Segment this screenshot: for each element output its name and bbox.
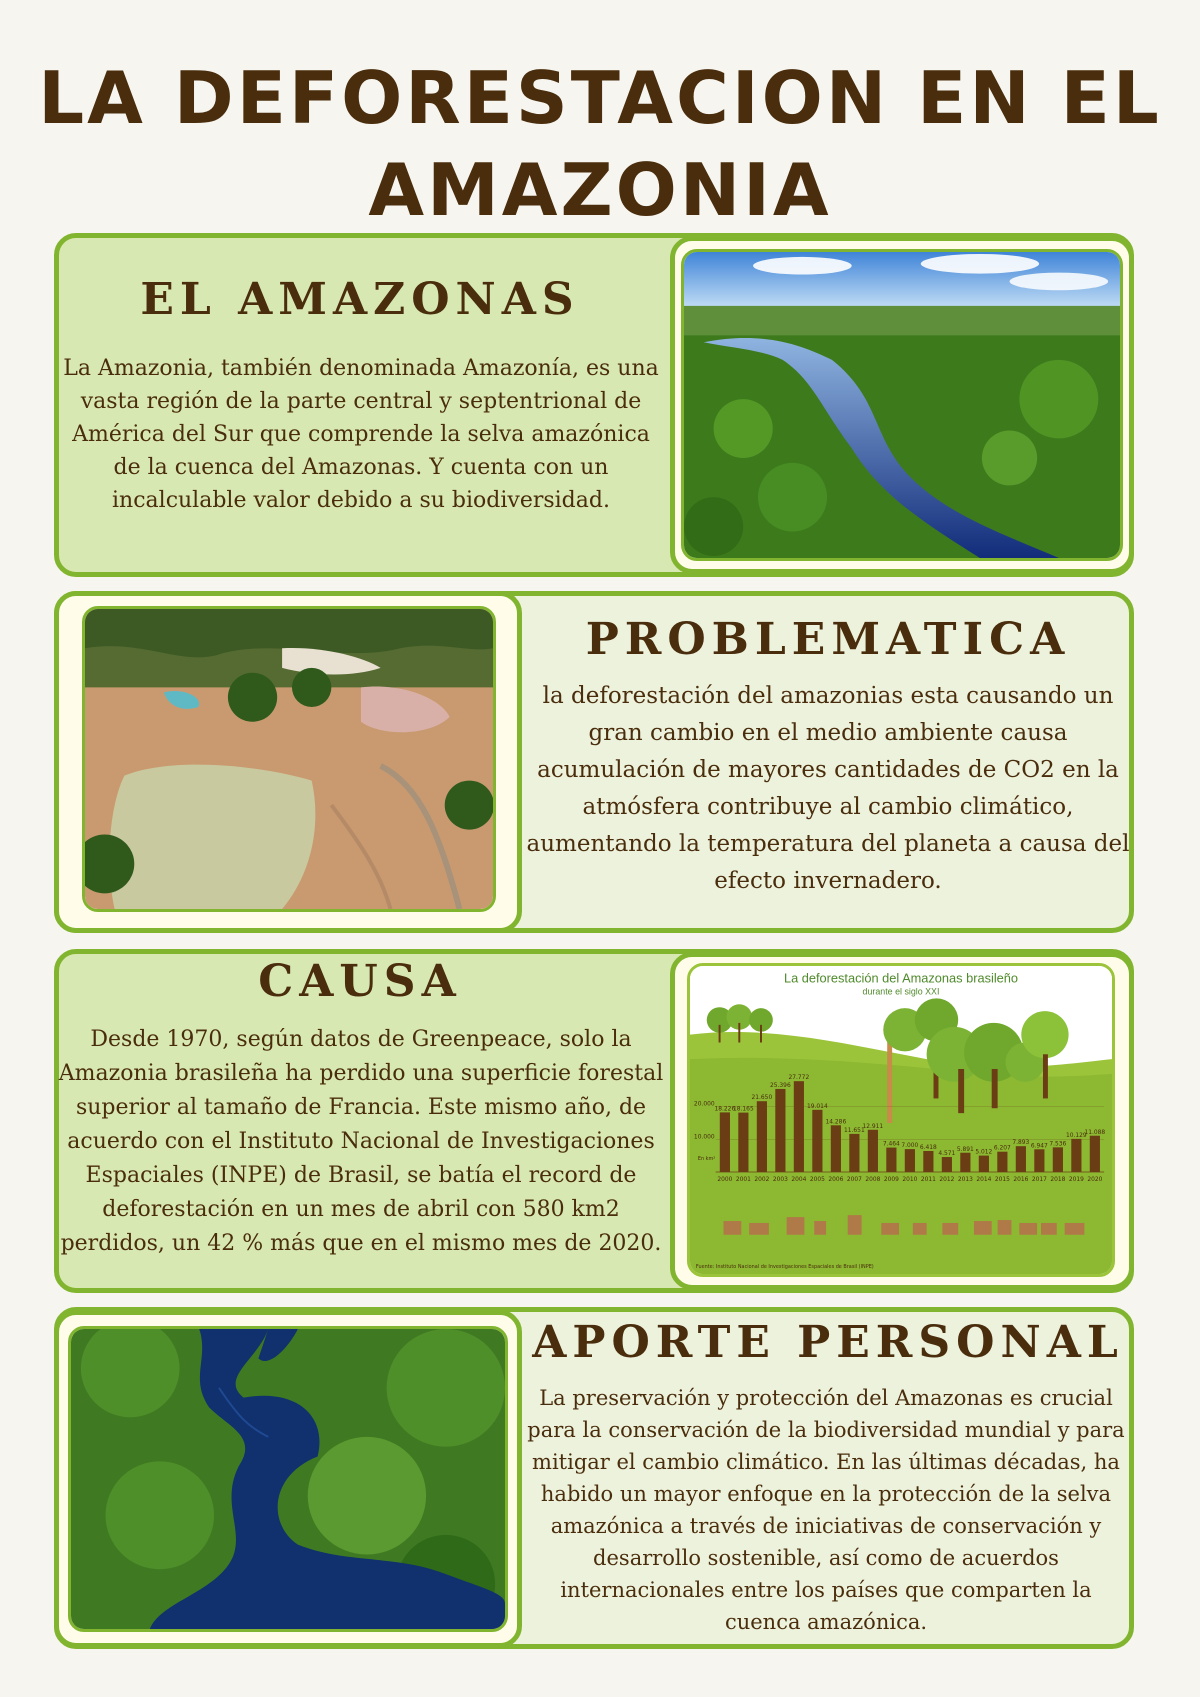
amazon-river-photo bbox=[681, 249, 1123, 561]
chart-bar bbox=[812, 1110, 822, 1172]
chart-x-tick-label: 2009 bbox=[883, 1176, 899, 1183]
chart-data-label: 19.014 bbox=[807, 1103, 828, 1110]
chart-ylabel: En km² bbox=[697, 1156, 716, 1163]
chart-x-tick-label: 2012 bbox=[939, 1176, 955, 1183]
deforestation-mining-photo bbox=[82, 606, 496, 912]
chart-bar bbox=[849, 1134, 859, 1172]
aporte-text: La preservación y protección del Amazonas es crucial para la conservación de la biodiversidad mundial y para mitigar el cambio climático. En las últimas décadas, ha habido un mayor enfoque en la protección de la selva amazónica a través de iniciativas de conservación y desarrollo sostenible, así como de acuerdos internacionales entre los países que comparten la cuenca amazónica. bbox=[527, 1386, 1125, 1634]
chart-data-label: 11.651 bbox=[844, 1127, 865, 1134]
chart-bar bbox=[960, 1153, 970, 1172]
chart-data-label: 7.000 bbox=[901, 1143, 919, 1150]
chart-x-tick-label: 2001 bbox=[735, 1176, 751, 1183]
chart-bar bbox=[1071, 1139, 1081, 1172]
chart-x-tick-label: 2020 bbox=[1087, 1176, 1103, 1183]
chart-bar bbox=[923, 1151, 933, 1172]
forest-river-photo bbox=[68, 1326, 508, 1632]
chart-bar bbox=[720, 1112, 730, 1172]
chart-data-label: 6.207 bbox=[993, 1145, 1011, 1152]
chart-data-label: 18.165 bbox=[733, 1106, 754, 1113]
chart-bar bbox=[1053, 1147, 1063, 1172]
chart-data-label: 5.012 bbox=[975, 1149, 993, 1156]
chart-bar bbox=[997, 1152, 1007, 1172]
amazonas-text: La Amazonia, también denominada Amazonía, es una vasta región de la parte central y septentrional de América del Sur que comprende la selva amazónica de la cuenca del Amazonas. Y cuenta con un incalculable valor debido a su biodiversidad. bbox=[63, 356, 659, 513]
chart-bar bbox=[886, 1148, 896, 1172]
chart-data-label: 4.571 bbox=[938, 1151, 956, 1158]
chart-bar bbox=[1016, 1146, 1026, 1172]
chart-x-tick-label: 2000 bbox=[717, 1176, 733, 1183]
chart-data-label: 5.891 bbox=[956, 1146, 974, 1153]
chart-x-tick-label: 2002 bbox=[754, 1176, 770, 1183]
chart-data-label: 27.772 bbox=[788, 1075, 810, 1082]
chart-bar bbox=[905, 1149, 915, 1172]
chart-x-tick-label: 2014 bbox=[976, 1176, 992, 1183]
chart-data-label: 10.129 bbox=[1066, 1132, 1087, 1139]
chart-data-label: 21.650 bbox=[751, 1095, 773, 1102]
chart-bar bbox=[738, 1113, 748, 1172]
chart-x-tick-label: 2011 bbox=[920, 1176, 936, 1183]
chart-data-label: 12.911 bbox=[862, 1123, 884, 1130]
aporte-heading: APORTE PERSONAL bbox=[532, 1317, 1124, 1368]
chart-x-tick-label: 2003 bbox=[772, 1176, 788, 1183]
chart-data-label: 6.947 bbox=[1030, 1143, 1048, 1150]
chart-x-tick-label: 2018 bbox=[1050, 1176, 1066, 1183]
causa-text: Desde 1970, según datos de Greenpeace, solo la Amazonia brasileña ha perdido una superficie forestal superior al tamaño de Francia. Este mismo año, de acuerdo con el Instituto Nacional de Investigaciones Espaciales (INPE) de Brasil, se batía el record de deforestación en un mes de abril con 580 km2 perdidos, un 42 % más que en el mismo mes de 2020. bbox=[58, 1027, 664, 1256]
chart-bar bbox=[942, 1157, 952, 1172]
chart-title: La deforestación del Amazonas brasileño bbox=[783, 970, 1019, 986]
chart-x-tick-label: 2017 bbox=[1031, 1176, 1047, 1183]
chart-x-tick-label: 2008 bbox=[865, 1176, 881, 1183]
chart-x-tick-label: 2005 bbox=[809, 1176, 825, 1183]
chart-y-tick-label: 20.000 bbox=[693, 1101, 715, 1108]
chart-source: Fuente: Instituto Nacional de Investigaciones Espaciales de Brasil (INPE) bbox=[695, 1264, 874, 1271]
problematica-heading: PROBLEMATICA bbox=[585, 614, 1071, 665]
chart-x-tick-label: 2006 bbox=[828, 1176, 844, 1183]
chart-data-label: 7.536 bbox=[1049, 1141, 1067, 1148]
page-title: LA DEFORESTACION EN EL AMAZONIA bbox=[38, 56, 1162, 232]
chart-bar bbox=[979, 1156, 989, 1172]
chart-bar bbox=[775, 1089, 785, 1172]
chart-x-tick-label: 2010 bbox=[902, 1176, 918, 1183]
causa-heading: CAUSA bbox=[258, 956, 462, 1007]
chart-y-tick-label: 10.000 bbox=[693, 1134, 715, 1141]
chart-bar bbox=[1034, 1149, 1044, 1172]
chart-bar bbox=[794, 1081, 804, 1172]
chart-bar bbox=[1090, 1136, 1100, 1172]
chart-bar bbox=[868, 1130, 878, 1172]
amazonas-heading: EL AMAZONAS bbox=[140, 274, 580, 325]
deforestation-chart bbox=[687, 963, 1115, 1277]
chart-x-tick-label: 2015 bbox=[994, 1176, 1010, 1183]
problematica-text: la deforestación del amazonias esta causando un gran cambio en el medio ambiente causa acumulación de mayores cantidades de CO2 en la atmósfera contribuye al cambio climático, aumentando la temperatura del planeta a causa del efecto invernadero. bbox=[526, 683, 1130, 894]
chart-data-label: 25.396 bbox=[770, 1083, 791, 1089]
chart-data-label: 6.418 bbox=[919, 1145, 937, 1152]
chart-x-tick-label: 2007 bbox=[846, 1176, 862, 1183]
chart-x-axis bbox=[717, 1177, 1102, 1183]
chart-x-tick-label: 2016 bbox=[1013, 1176, 1029, 1183]
chart-data-label: 11.088 bbox=[1084, 1129, 1106, 1136]
chart-x-tick-label: 2004 bbox=[791, 1176, 807, 1183]
chart-data-label: 7.464 bbox=[882, 1141, 900, 1148]
chart-x-tick-label: 2019 bbox=[1068, 1176, 1084, 1183]
chart-data-label: 7.893 bbox=[1012, 1140, 1030, 1147]
chart-subtitle: durante el siglo XXI bbox=[862, 986, 940, 997]
chart-x-tick-label: 2013 bbox=[957, 1176, 973, 1183]
chart-bar bbox=[831, 1125, 841, 1172]
chart-data-label: 18.226 bbox=[714, 1106, 736, 1113]
chart-data-label: 14.286 bbox=[825, 1119, 847, 1126]
chart-bar bbox=[757, 1101, 767, 1172]
